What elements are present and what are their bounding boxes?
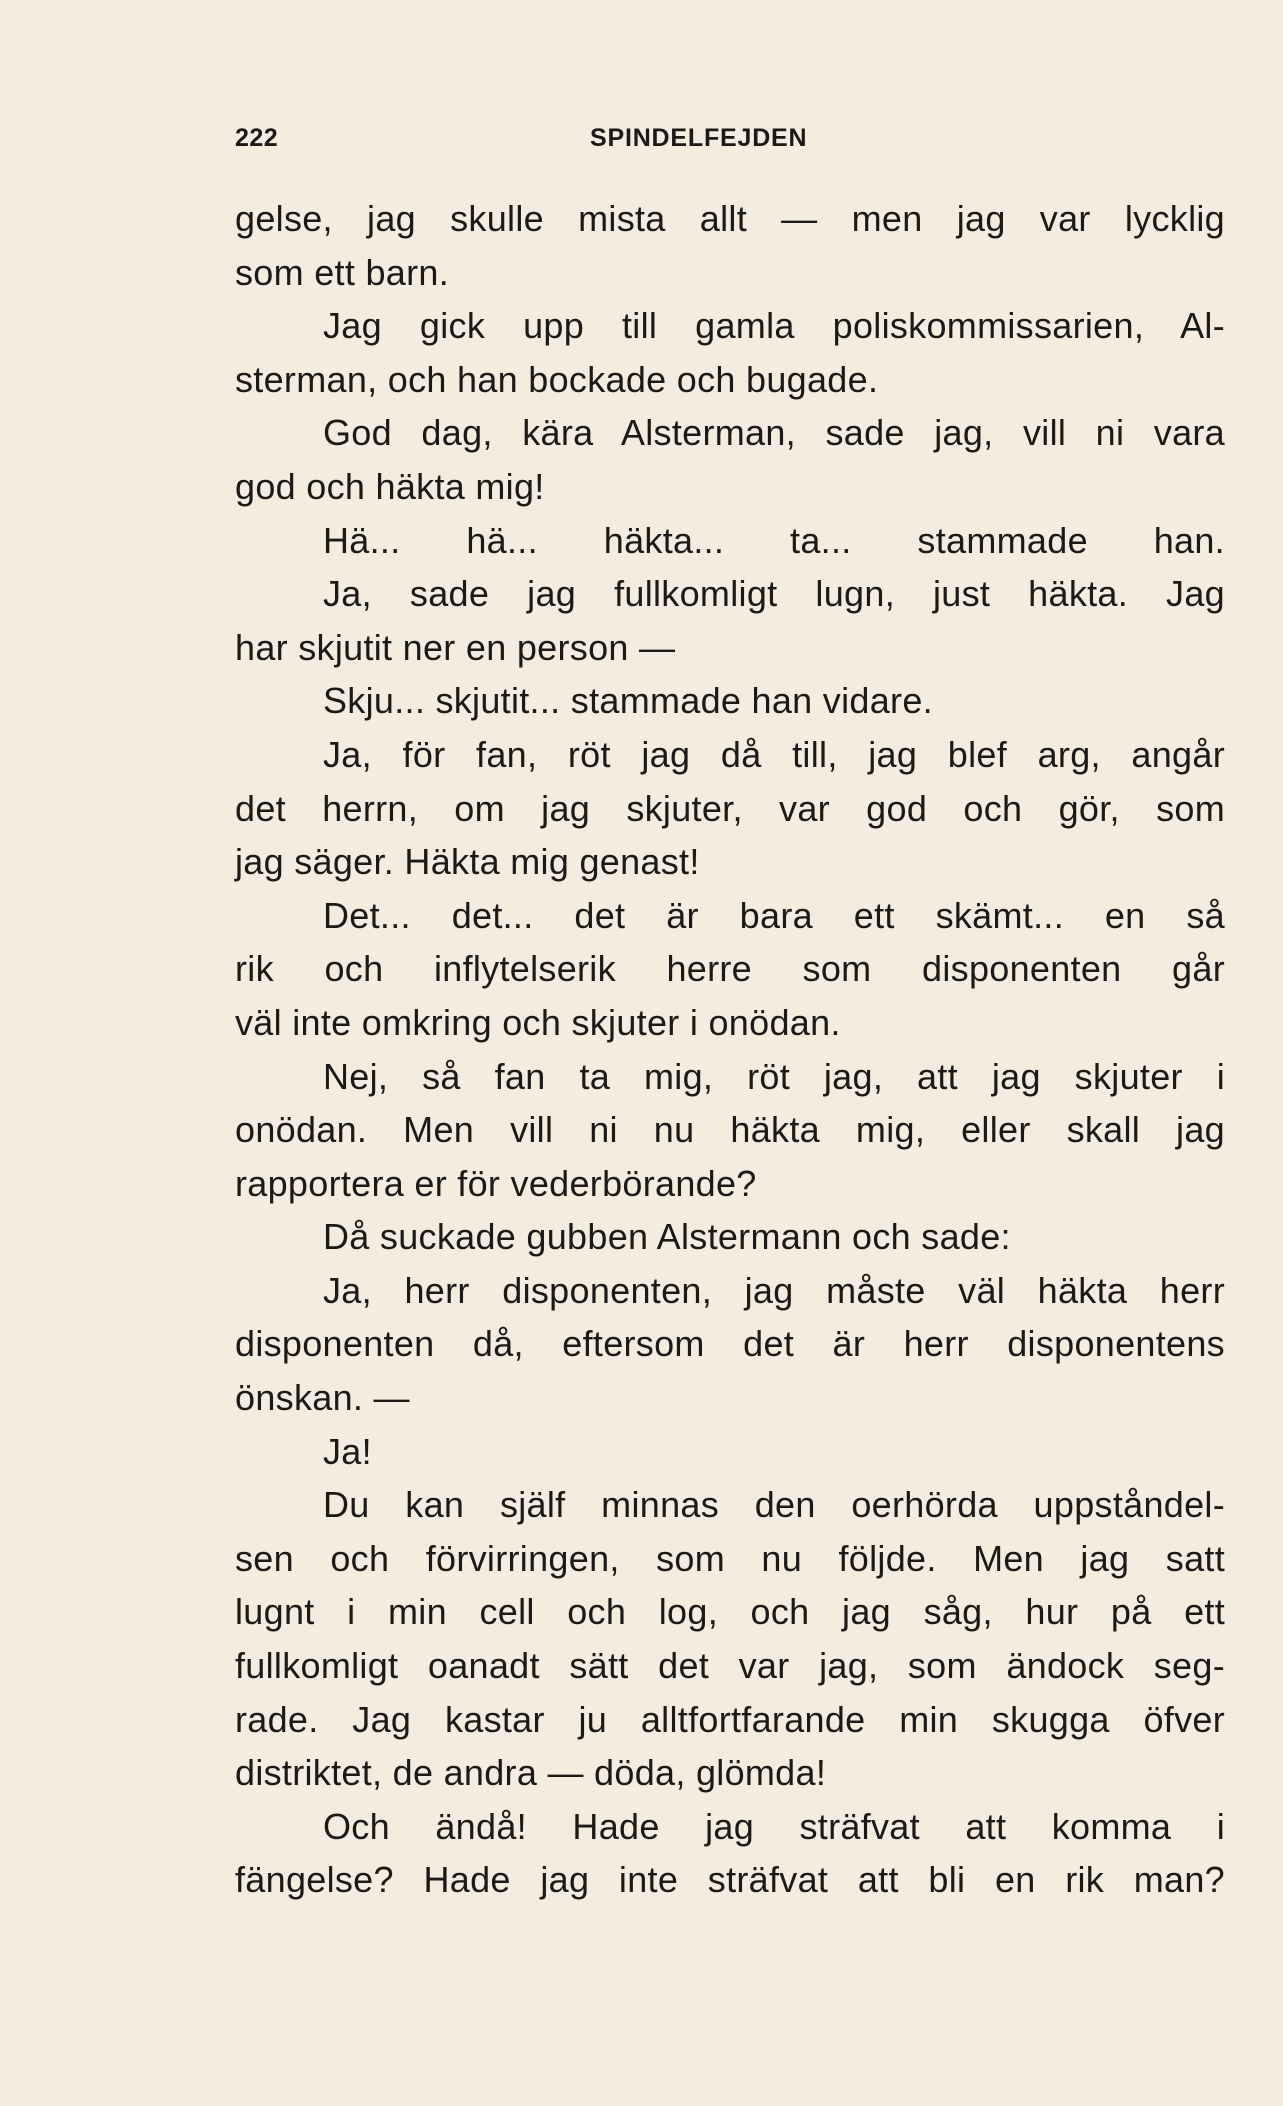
text-line: Ja, herr disponenten, jag måste väl häkta herr xyxy=(323,1269,1225,1311)
text-line: som ett barn. xyxy=(235,251,449,293)
text-line: onödan. Men vill ni nu häkta mig, eller skall jag xyxy=(235,1109,1225,1151)
body-text xyxy=(235,192,1225,1907)
text-line: har skjutit ner en person — xyxy=(235,626,676,668)
text-line: rik och inflytelserik herre som disponenten går xyxy=(235,948,1225,990)
text-line: Hä... hä... häkta... ta... stammade han. xyxy=(323,519,1225,561)
text-line: disponenten då, eftersom det är herr disponentens xyxy=(235,1323,1225,1365)
text-line: Och ändå! Hade jag sträfvat att komma i xyxy=(323,1805,1225,1847)
text-line: Ja, sade jag fullkomligt lugn, just häkta. Jag xyxy=(323,573,1225,615)
text-line: fullkomligt oanadt sätt det var jag, som ändock seg- xyxy=(235,1645,1225,1687)
text-line: gelse, jag skulle mista allt — men jag var lycklig xyxy=(235,198,1225,239)
text-line: Ja! xyxy=(323,1430,372,1472)
text-line: Ja, för fan, röt jag då till, jag blef arg, angår xyxy=(323,733,1225,775)
text-line: jag säger. Häkta mig genast! xyxy=(235,841,700,883)
text-line: Då suckade gubben Alstermann och sade: xyxy=(323,1216,1011,1258)
text-line: Skju... skjutit... stammade han vidare. xyxy=(323,680,933,722)
page-header xyxy=(235,124,1225,164)
text-line: rapportera er för vederbörande? xyxy=(235,1162,757,1204)
text-line: Nej, så fan ta mig, röt jag, att jag skjuter i xyxy=(323,1055,1225,1097)
text-line: Du kan själf minnas den oerhörda uppståndel- xyxy=(323,1484,1225,1526)
text-line: Jag gick upp till gamla poliskommissarien, Al- xyxy=(323,305,1225,347)
page-number: 222 xyxy=(235,124,279,152)
text-line: God dag, kära Alsterman, sade jag, vill ni vara xyxy=(323,412,1225,454)
text-line: sterman, och han bockade och bugade. xyxy=(235,358,879,400)
text-line: lugnt i min cell och log, och jag såg, hur på ett xyxy=(235,1591,1225,1633)
text-line: det herrn, om jag skjuter, var god och gör, som xyxy=(235,787,1225,829)
text-line: väl inte omkring och skjuter i onödan. xyxy=(235,1001,841,1043)
text-line: önskan. — xyxy=(235,1377,410,1419)
text-line: distriktet, de andra — döda, glömda! xyxy=(235,1752,827,1794)
text-line: fängelse? Hade jag inte sträfvat att bli en rik man? xyxy=(235,1859,1225,1901)
text-line: Det... det... det är bara ett skämt... en så xyxy=(323,894,1225,936)
running-head: SPINDELFEJDEN xyxy=(590,124,808,152)
text-line: rade. Jag kastar ju alltfortfarande min skugga öfver xyxy=(235,1698,1225,1740)
text-line: sen och förvirringen, som nu följde. Men jag satt xyxy=(235,1537,1225,1579)
text-line: god och häkta mig! xyxy=(235,465,545,507)
